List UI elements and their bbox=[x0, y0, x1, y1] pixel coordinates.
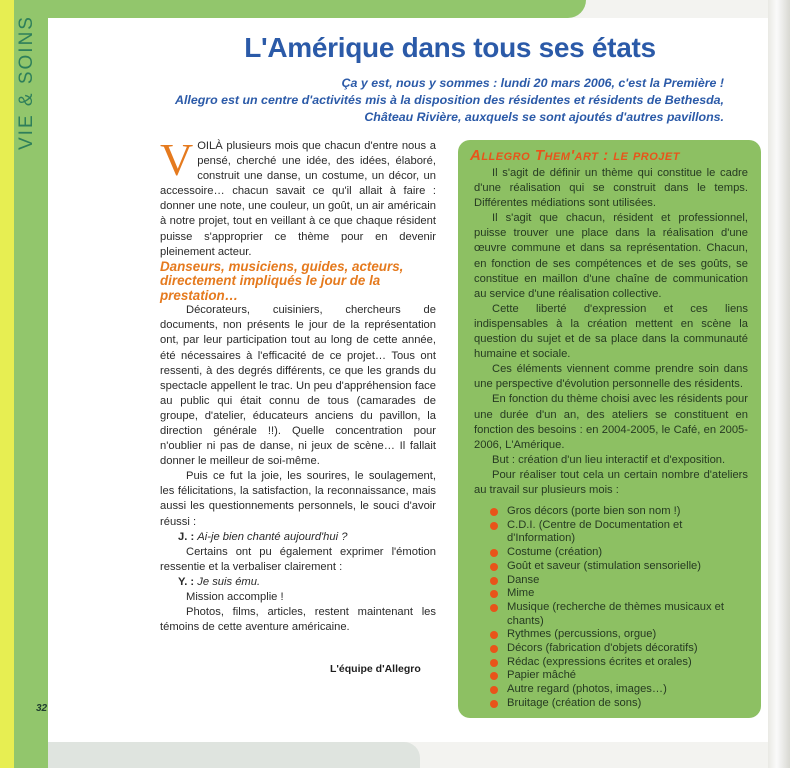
workshop-label: Costume (création) bbox=[507, 546, 603, 559]
bullet-dot-icon bbox=[490, 700, 498, 708]
workshop-label: Décors (fabrication d'objets décoratifs) bbox=[507, 642, 698, 655]
article-paragraph: Mission accomplie ! bbox=[186, 591, 284, 604]
workshop-item bbox=[490, 642, 752, 656]
workshop-item bbox=[490, 656, 752, 670]
workshop-item bbox=[490, 669, 752, 683]
workshop-item bbox=[490, 574, 752, 588]
bullet-dot-icon bbox=[490, 659, 498, 667]
article-body bbox=[160, 134, 436, 635]
sidebar-paragraph: Pour réaliser tout cela un certain nombre d'ateliers au travail sur plusieurs mois : bbox=[474, 468, 748, 496]
workshop-label: Musique (recherche de thèmes musicaux et chants) bbox=[507, 600, 725, 627]
bullet-dot-icon bbox=[490, 590, 498, 598]
workshop-item bbox=[490, 560, 752, 574]
workshop-label: Danse bbox=[507, 573, 540, 586]
workshop-item bbox=[490, 505, 752, 519]
workshop-item bbox=[490, 546, 752, 560]
dialog-line bbox=[160, 530, 436, 545]
bullet-dot-icon bbox=[490, 522, 498, 530]
sidebar-paragraph: En fonction du thème choisi avec les résidents pour une durée d'un an, des ateliers se constituent en fonction des besoins : en 2004-2005, le Café, en 2005-2006, L'Amérique. bbox=[474, 393, 748, 451]
bullet-dot-icon bbox=[490, 604, 498, 612]
bullet-dot-icon bbox=[490, 508, 498, 516]
workshop-label: Autre regard (photos, images…) bbox=[507, 683, 667, 696]
workshop-label: Rédac (expressions écrites et orales) bbox=[507, 655, 692, 668]
dialog-speaker: J. : bbox=[178, 530, 195, 543]
page-number: 32 bbox=[36, 703, 48, 714]
sidebar-paragraph: Ces éléments viennent comme prendre soin dans une perspective d'évolution personnelle des résidents. bbox=[474, 363, 748, 391]
intro-line: Allegro est un centre d'activités mis à la disposition des résidentes et résidents de Bethesda, bbox=[175, 93, 724, 107]
workshop-label: Rythmes (percussions, orgue) bbox=[507, 628, 657, 641]
workshop-item bbox=[490, 587, 752, 601]
workshop-list bbox=[490, 505, 752, 711]
sidebar-paragraph: But : création d'un lieu interactif et d'exposition. bbox=[492, 453, 726, 466]
article-paragraph: Photos, films, articles, restent maintenant les témoins de cette aventure américaine. bbox=[160, 606, 436, 634]
workshop-item bbox=[490, 628, 752, 642]
yellow-edge-strip bbox=[0, 0, 14, 768]
article-title: L'Amérique dans tous ses états bbox=[244, 32, 656, 63]
article-paragraph: Certains ont pu également exprimer l'émotion ressentie et la verbaliser clairement : bbox=[160, 545, 436, 573]
page-fold-shadow bbox=[768, 0, 790, 768]
workshop-item bbox=[490, 697, 752, 711]
dialog-speaker: Y. : bbox=[178, 575, 195, 588]
dialog-quote: Je suis ému. bbox=[197, 575, 261, 588]
workshop-label: Papier mâché bbox=[507, 669, 577, 682]
workshop-item bbox=[490, 601, 752, 628]
bullet-dot-icon bbox=[490, 672, 498, 680]
intro-line: Ça y est, nous y sommes : lundi 20 mars 2006, c'est la Première ! bbox=[341, 76, 724, 90]
bullet-dot-icon bbox=[490, 686, 498, 694]
intro-line: Château Rivière, auxquels se sont ajoutés d'autres pavillons. bbox=[364, 110, 724, 124]
section-label: VIE & SOINS bbox=[16, 15, 37, 150]
sidebar-title: Allegro Them'art : le projet bbox=[470, 147, 680, 164]
sidebar-paragraph: Il s'agit que chacun, résident et professionnel, puisse trouver une place dans la réalisation d'une œuvre commune et dans sa représentation. Chacun, en fonction de ses compétences et de ses goûts, se constitue en maillon d'une chaîne de communication au service d'une réalisation collective. bbox=[474, 212, 748, 300]
sidebar-text bbox=[474, 166, 748, 498]
article-signature: L'équipe d'Allegro bbox=[330, 663, 421, 675]
workshop-label: Gros décors (porte bien son nom !) bbox=[507, 505, 681, 517]
drop-cap: V bbox=[160, 134, 194, 185]
top-green-band bbox=[48, 0, 586, 18]
bullet-dot-icon bbox=[490, 577, 498, 585]
sidebar-paragraph: Cette liberté d'expression et ces liens indispensables à la création mettent en scène la question du sujet et de sa place dans la communauté humaine et sociale. bbox=[474, 302, 748, 361]
bullet-dot-icon bbox=[490, 631, 498, 639]
article-subheading: Danseurs, musiciens, guides, acteurs, directement impliqués le jour de la prestation… bbox=[160, 258, 404, 303]
lead-text: OILÀ plusieurs mois que chacun d'entre nous a pensé, cherché une idée, des idées, élaboré, construit une danse, un costume, un décor, un accessoire… chacun savait ce qu'il allait à faire : donner une note, une couleur, un goût, un air américain à notre projet, tout en veillant à ce que chaque résident puisse s'approprier ce thème pour en devenir pleinement acteur. bbox=[160, 140, 436, 258]
dialog-quote: Ai-je bien chanté aujourd'hui ? bbox=[197, 530, 348, 543]
lead-paragraph bbox=[160, 134, 436, 260]
intro-text bbox=[88, 75, 724, 126]
dialog-line bbox=[160, 575, 436, 590]
bottom-band bbox=[48, 742, 420, 768]
workshop-item bbox=[490, 683, 752, 697]
bullet-dot-icon bbox=[490, 549, 498, 557]
workshop-item bbox=[490, 519, 752, 546]
article-paragraph: Décorateurs, cuisiniers, chercheurs de documents, non présents le jour de la représentation ont, par leur participation tout au long de cette année, été nécessaires à l'efficacité de ce projet… Tous ont ressenti, à des degrés différents, ce que les grands du spectacle appellent le trac. Un peu d'appréhension face au public qui était connu de tous (camarades de groupe, d'atelier, éducateurs anciens du pavillon, la direction générale !!). Quelle concentration pour n'oublier ni pas de danse, ni jeux de scène… Il fallait donner le meilleur de soi-même. bbox=[160, 304, 436, 468]
bullet-dot-icon bbox=[490, 563, 498, 571]
workshop-label: Goût et saveur (stimulation sensorielle) bbox=[507, 559, 702, 572]
workshop-label: C.D.I. (Centre de Documentation et d'Information) bbox=[507, 518, 683, 545]
bullet-dot-icon bbox=[490, 645, 498, 653]
sidebar-paragraph: Il s'agit de définir un thème qui constitue le cadre d'une réalisation qui se construit dans le temps. Différentes médiations sont utilisées. bbox=[474, 167, 748, 210]
article-paragraph: Puis ce fut la joie, les sourires, le soulagement, les félicitations, la satisfaction, la reconnaissance, mais aussi les questionnements personnels, le souci d'avoir réussi : bbox=[160, 470, 436, 528]
workshop-label: Bruitage (création de sons) bbox=[507, 696, 642, 709]
workshop-label: Mime bbox=[507, 587, 535, 600]
